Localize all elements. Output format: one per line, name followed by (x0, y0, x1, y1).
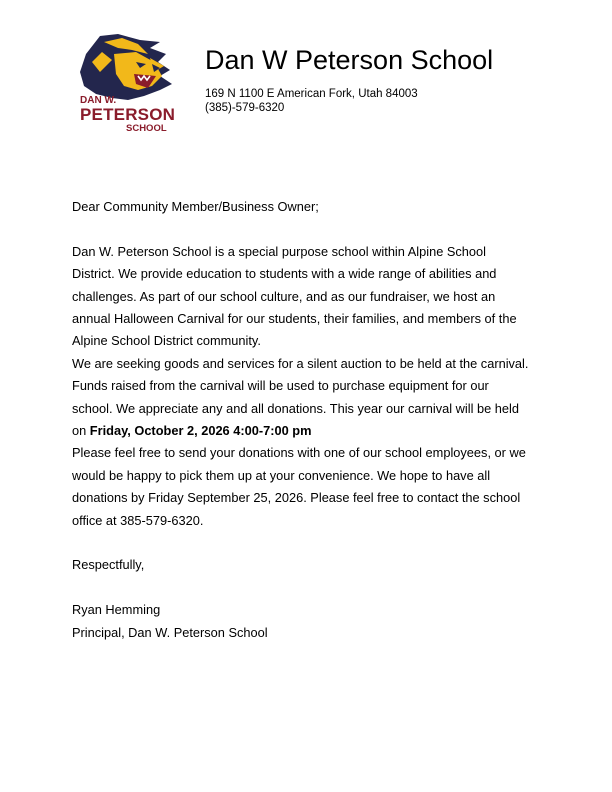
school-contact (205, 88, 418, 115)
logo-text-line1: DAN W. (80, 95, 117, 106)
school-logo (78, 32, 178, 136)
closing: Respectfully, (72, 557, 145, 573)
event-date: Friday, October 2, 2026 4:00-7:00 pm (89, 423, 312, 439)
body-line: Please feel free to send your donations with one of our school employees, or we (72, 445, 526, 461)
paragraph-gap (72, 577, 552, 599)
logo-text-line2: PETERSON (80, 105, 176, 124)
body-line: District. We provide education to students with a wide range of abilities and (72, 266, 497, 282)
school-phone: (385)-579-6320 (205, 101, 285, 114)
body-line: We are seeking goods and services for a silent auction to be held at the carnival. (72, 355, 529, 371)
paragraph-gap (72, 532, 552, 554)
school-name-heading: Dan W Peterson School (205, 45, 494, 75)
body-line: Alpine School District community. (72, 333, 261, 349)
logo-text-line3: SCHOOL (126, 123, 167, 134)
body-line: office at 385-579-6320. (72, 512, 204, 528)
body-line: Funds raised from the carnival will be used to purchase equipment for our (72, 378, 489, 394)
body-line: school. We appreciate any and all donations. This year our carnival will be held (72, 400, 519, 416)
school-address: 169 N 1100 E American Fork, Utah 84003 (205, 88, 418, 100)
body-line: challenges. As part of our school culture, and as our fundraiser, we host an (72, 288, 496, 304)
letter-body (72, 196, 552, 644)
signer-name: Ryan Hemming (72, 602, 161, 618)
salutation: Dear Community Member/Business Owner; (72, 199, 319, 214)
body-line: donations by Friday September 25, 2026. Please feel free to contact the school (72, 490, 521, 506)
body-line: annual Halloween Carnival for our students, their families, and members of the (72, 311, 517, 327)
paragraph-gap (72, 218, 552, 240)
signer-title: Principal, Dan W. Peterson School (72, 624, 268, 640)
event-line (72, 420, 552, 442)
body-line: Dan W. Peterson School is a special purpose school within Alpine School (72, 243, 486, 259)
event-prefix: on (72, 423, 90, 439)
body-line: would be happy to pick them up at your convenience. We hope to have all (72, 467, 491, 483)
